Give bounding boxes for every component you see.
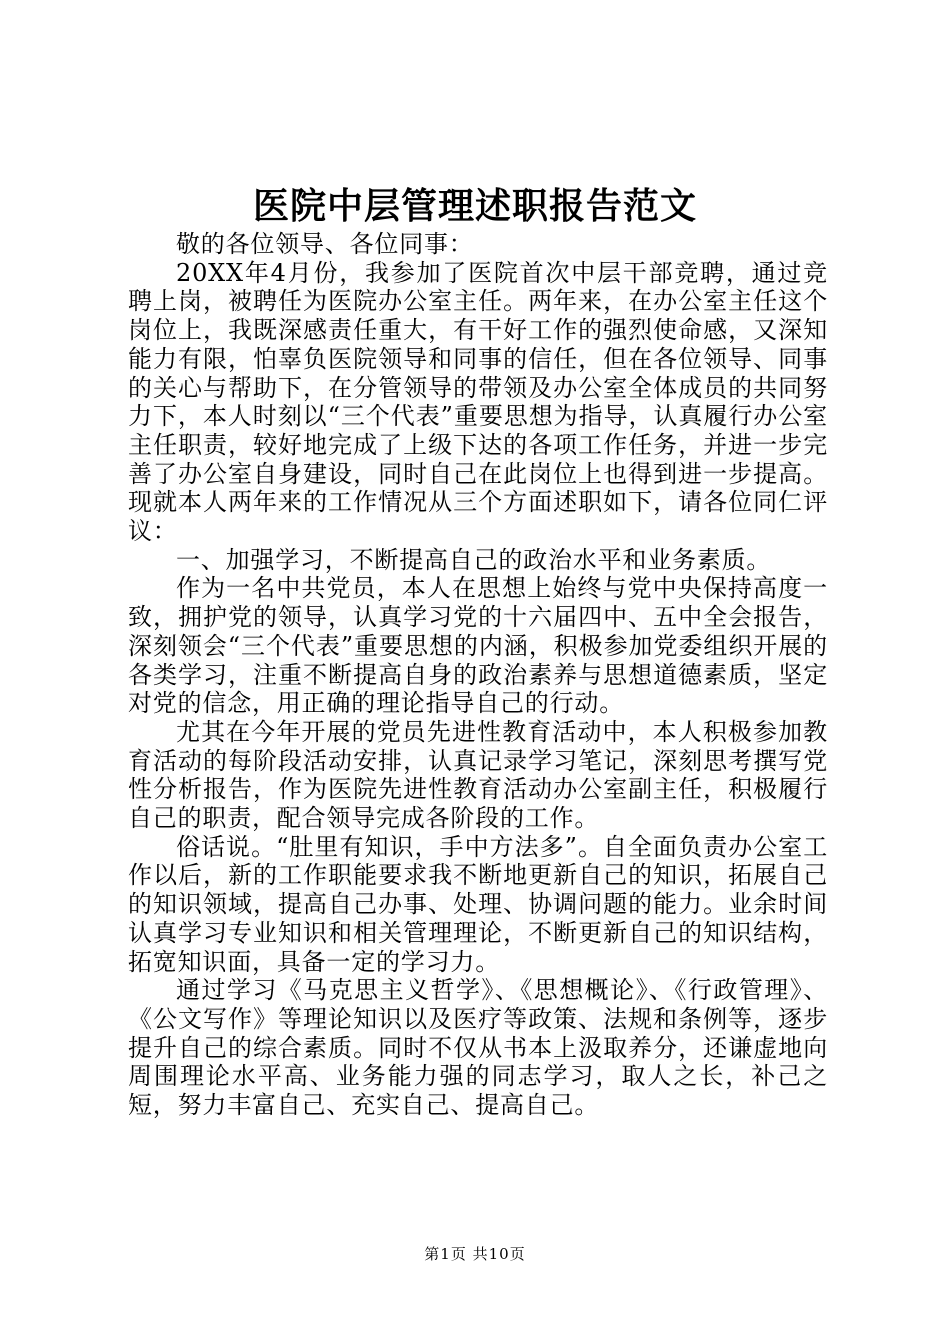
document-body	[128, 230, 828, 1120]
body-paragraph: 尤其在今年开展的党员先进性教育活动中，本人积极参加教育活动的每阶段活动安排，认真记录学习笔记，深刻思考撰写党性分析报告，作为医院先进性教育活动办公室副主任，积极履行自己的职责，配合领导完成各阶段的工作。	[128, 717, 828, 833]
salutation-paragraph: 敬的各位领导、各位同事：	[176, 230, 474, 258]
body-paragraph: 作为一名中共党员，本人在思想上始终与党中央保持高度一致，拥护党的领导，认真学习党的十六届四中、五中全会报告，深刻领会“三个代表”重要思想的内涵，积极参加党委组织开展的各类学习，注重不断提高自身的政治素养与思想道德素质，坚定对党的信念，用正确的理论指导自己的行动。	[128, 574, 828, 718]
page-footer: 第1页 共10页	[424, 1245, 526, 1263]
section-heading-1: 一、加强学习，不断提高自己的政治水平和业务素质。	[176, 545, 772, 574]
document-title: 医院中层管理述职报告范文	[252, 185, 697, 227]
intro-paragraph: 20XX年4月份，我参加了医院首次中层干部竞聘，通过竞聘上岗，被聘任为医院办公室主任。两年来，在办公室主任这个岗位上，我既深感责任重大，有干好工作的强烈使命感，又深知能力有限，怕辜负医院领导和同事的信任，但在各位领导、同事的关心与帮助下，在分管领导的带领及办公室全体成员的共同努力下，本人时刻以“三个代表”重要思想为指导，认真履行办公室主任职责，较好地完成了上级下达的各项工作任务，并进一步完善了办公室自身建设，同时自己在此岗位上也得到进一步提高。现就本人两年来的工作情况从三个方面述职如下，请各位同仁评议：	[128, 258, 828, 546]
body-paragraph: 通过学习《马克思主义哲学》、《思想概论》、《行政管理》、《公文写作》等理论知识以及医疗等政策、法规和条例等，逐步提升自己的综合素质。同时不仅从书本上汲取养分，还谦虚地向周围理论水平高、业务能力强的同志学习，取人之长，补己之短，努力丰富自己、充实自己、提高自己。	[128, 976, 828, 1120]
body-paragraph: 俗话说。“肚里有知识，手中方法多”。自全面负责办公室工作以后，新的工作职能要求我不断地更新自己的知识，拓展自己的知识领域，提高自己办事、处理、协调问题的能力。业余时间认真学习专业知识和相关管理理论，不断更新自己的知识结构，拓宽知识面，具备一定的学习力。	[128, 832, 828, 976]
